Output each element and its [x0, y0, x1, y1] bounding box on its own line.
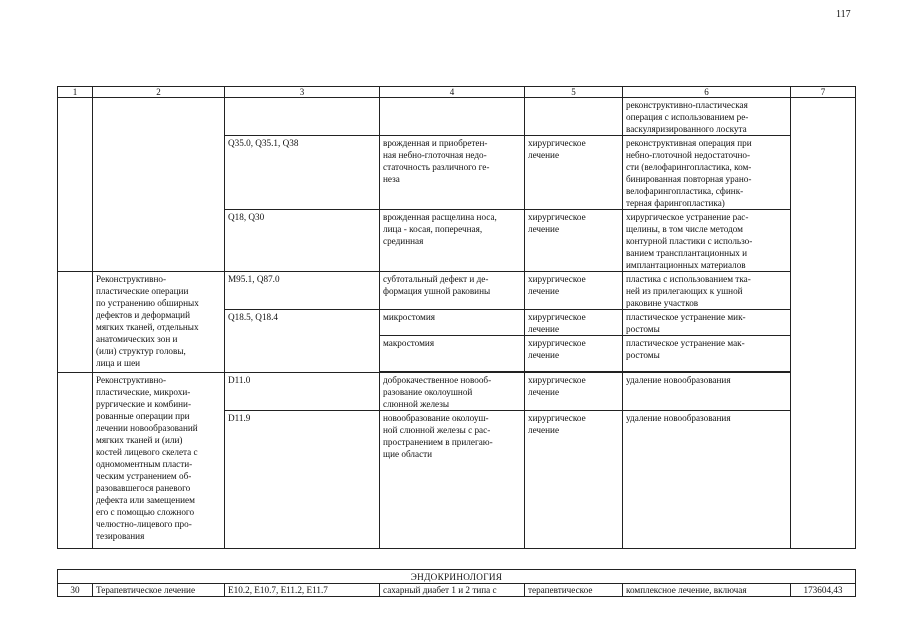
- column-number-header-row: [58, 87, 856, 98]
- icd-cell: D11.0: [225, 373, 380, 411]
- treatment-cell: хирургическое лечение: [525, 373, 623, 411]
- icd-cell: E10.2, E10.7, E11.2, E11.7: [225, 584, 380, 597]
- medical-care-table: [57, 86, 856, 549]
- column-header: 7: [791, 87, 856, 98]
- number-cell: [58, 98, 93, 272]
- treatment-cell: хирургическое лечение: [525, 411, 623, 549]
- column-header: 6: [623, 87, 791, 98]
- icd-cell: Q35.0, Q35.1, Q38: [225, 136, 380, 210]
- condition-cell: субтотальный дефект и де- формация ушной раковины: [380, 272, 525, 310]
- profile-cell: Терапевтическое лечение: [93, 584, 225, 597]
- method-cell: хирургическое устранение рас- щелины, в том числе методом контурной пластики с использо- ванием трансплантационных и имплантационных материалов: [623, 210, 791, 272]
- method-cell: удаление новообразования: [623, 411, 791, 549]
- cost-cell: 173604,43: [791, 584, 856, 597]
- icd-cell: Q18.5, Q18.4: [225, 310, 380, 373]
- column-header: 5: [525, 87, 623, 98]
- condition-cell: новообразование околоуш- ной слюнной железы с рас- пространением в прилегаю- щие области: [380, 411, 525, 549]
- number-cell: [58, 272, 93, 373]
- method-cell: пластическое устранение мик- ростомы: [623, 310, 791, 336]
- profile-cell: [93, 98, 225, 272]
- table-row: [58, 272, 856, 310]
- cost-cell: [791, 98, 856, 549]
- icd-cell: M95.1, Q87.0: [225, 272, 380, 310]
- treatment-cell: [525, 98, 623, 136]
- condition-cell: [380, 98, 525, 136]
- table-row: [58, 98, 856, 136]
- method-cell: комплексное лечение, включая: [623, 584, 791, 597]
- condition-cell: доброкачественное новооб- разование околоушной слюнной железы: [380, 373, 525, 411]
- condition-cell: врожденная и приобретен- ная небно-глоточная недо- статочность различного ге- неза: [380, 136, 525, 210]
- profile-cell: Реконструктивно- пластические, микрохи- рургические и комбини- рованные операции при лечении новообразований мягких тканей и (или) костей лицевого скелета с одномоментным пласти- ческим устранением об- разовавшегося раневого дефекта или замещением его с помощью сложного челюстно-лицевого про- тезирования: [93, 373, 225, 549]
- method-cell: пластическое устранение мак- ростомы: [623, 336, 791, 372]
- column-header: 1: [58, 87, 93, 98]
- medical-care-table-continuation: [57, 569, 856, 597]
- profile-cell: Реконструктивно- пластические операции по устранению обширных дефектов и деформаций мягких тканей, отдельных анатомических зон и (или) структур головы, лица и шеи: [93, 272, 225, 373]
- condition-cell: макростомия: [380, 336, 525, 372]
- number-cell: 30: [58, 584, 93, 597]
- method-cell: реконструктивная операция при небно-глоточной недостаточно- сти (велофарингопластика, ком- бинированная повторная урано- велофарингопластика, сфинк- терная фарингопластика): [623, 136, 791, 210]
- treatment-cell: хирургическое лечение: [525, 136, 623, 210]
- table-row: [58, 373, 856, 411]
- treatment-cell: хирургическое лечение: [525, 272, 623, 310]
- treatment-cell: хирургическое лечение: [525, 210, 623, 272]
- table-row: [58, 584, 856, 597]
- section-title: ЭНДОКРИНОЛОГИЯ: [58, 570, 856, 584]
- icd-cell: [225, 98, 380, 136]
- method-cell: удаление новообразования: [623, 373, 791, 411]
- treatment-cell: хирургическое лечение: [525, 336, 623, 372]
- page-number: 117: [836, 9, 851, 20]
- condition-cell: микростомия: [380, 310, 525, 336]
- method-cell: реконструктивно-пластическая операция с использованием ре- васкуляризированного лоскута: [623, 98, 791, 136]
- icd-cell: D11.9: [225, 411, 380, 549]
- treatment-cell: терапевтическое: [525, 584, 623, 597]
- number-cell: [58, 373, 93, 549]
- method-cell: пластика с использованием тка- ней из прилегающих к ушной раковине участков: [623, 272, 791, 310]
- section-heading-row: [58, 570, 856, 584]
- condition-cell: сахарный диабет 1 и 2 типа с: [380, 584, 525, 597]
- column-header: 3: [225, 87, 380, 98]
- column-header: 4: [380, 87, 525, 98]
- condition-cell: врожденная расщелина носа, лица - косая, поперечная, срединная: [380, 210, 525, 272]
- icd-cell: Q18, Q30: [225, 210, 380, 272]
- column-header: 2: [93, 87, 225, 98]
- treatment-cell: хирургическое лечение: [525, 310, 623, 336]
